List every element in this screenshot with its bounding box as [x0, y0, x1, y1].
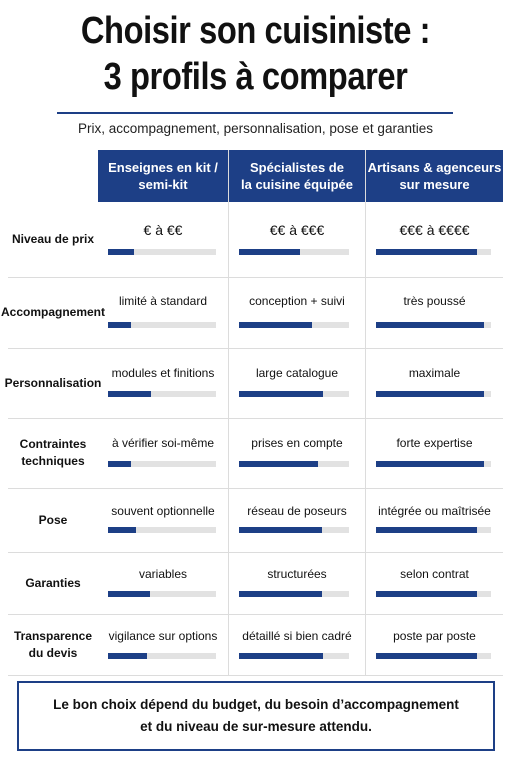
row-label-line-2: du devis [28, 645, 78, 660]
level-bar-fill [376, 249, 477, 255]
level-bar [376, 591, 491, 597]
cell-value: poste par poste [393, 629, 476, 643]
column-header-line-1: Spécialistes de [250, 160, 344, 175]
column-header-line-1: Enseignes en kit / [108, 160, 218, 175]
level-bar [376, 322, 491, 328]
cell-value: selon contrat [400, 567, 469, 581]
level-bar-fill [108, 461, 131, 467]
cell-value: à vérifier soi-même [111, 436, 215, 450]
level-bar-fill [239, 591, 322, 597]
level-bar-fill [376, 653, 477, 659]
level-bar [239, 591, 349, 597]
row-divider [8, 675, 503, 676]
column-header-2 [229, 150, 365, 202]
level-bar [376, 461, 491, 467]
cell-value: large catalogue [255, 366, 339, 380]
level-bar-fill [108, 249, 134, 255]
row-label [4, 348, 102, 418]
level-bar-fill [108, 653, 147, 659]
cell-value: € à €€ [143, 222, 183, 238]
page-title-line-2: 3 profils à comparer [103, 56, 408, 98]
row-label-line-1: Transparence [13, 628, 93, 643]
level-bar [108, 653, 216, 659]
column-header-line-1: Artisans & agenceurs [367, 160, 502, 175]
cell-value: structurées [267, 567, 327, 581]
level-bar-fill [239, 653, 323, 659]
level-bar-fill [239, 322, 312, 328]
level-bar-fill [376, 322, 484, 328]
level-bar [108, 391, 216, 397]
level-bar [376, 391, 491, 397]
row-label-line-1: Contraintes [19, 437, 87, 451]
level-bar [239, 527, 349, 533]
row-label-line-2: techniques [21, 454, 85, 468]
row-label-line-1: Garanties [25, 575, 81, 590]
level-bar-fill [376, 527, 477, 533]
conclusion-box [17, 681, 495, 751]
row-label [8, 552, 98, 614]
cell-value: maximale [408, 366, 461, 380]
level-bar-fill [108, 322, 131, 328]
level-bar-fill [376, 391, 484, 397]
level-bar-fill [108, 391, 151, 397]
row-label-line-1: Niveau de prix [11, 232, 95, 246]
cell-value: prises en compte [251, 436, 343, 450]
page-title-line-1: Choisir son cuisiniste : [80, 10, 431, 52]
level-bar [376, 249, 491, 255]
level-bar-fill [239, 391, 323, 397]
level-bar-fill [239, 461, 318, 467]
row-label [8, 488, 98, 552]
level-bar [239, 461, 349, 467]
level-bar [108, 527, 216, 533]
level-bar-fill [376, 461, 484, 467]
column-header-line-2: la cuisine équipée [241, 177, 353, 192]
level-bar [239, 391, 349, 397]
cell-value: vigilance sur options [108, 629, 218, 643]
cell-value: conception + suivi [249, 294, 345, 308]
row-label [8, 202, 98, 277]
cell-value: €€ à €€€ [269, 222, 325, 238]
conclusion-line-1: Le bon choix dépend du budget, du besoin d’accompagnement [53, 697, 459, 712]
title-underline [57, 112, 453, 114]
page-subtitle: Prix, accompagnement, personnalisation, pose et garanties [78, 121, 433, 136]
level-bar [108, 249, 216, 255]
level-bar [376, 527, 491, 533]
cell-value: €€€ à €€€€ [399, 222, 470, 238]
cell-value: très poussé [403, 294, 466, 308]
level-bar-fill [239, 527, 322, 533]
row-label [8, 418, 98, 488]
cell-value: intégrée ou maîtrisée [378, 504, 491, 518]
level-bar [108, 322, 216, 328]
level-bar-fill [376, 591, 477, 597]
column-header-3 [366, 150, 503, 202]
level-bar [108, 591, 216, 597]
column-header-1 [98, 150, 228, 202]
cell-value: détaillé si bien cadré [242, 629, 352, 643]
row-label-line-1: Pose [38, 512, 68, 527]
cell-value: variables [138, 567, 188, 581]
row-label-line-1: Accompagnement [0, 305, 106, 319]
level-bar [376, 653, 491, 659]
level-bar [239, 249, 349, 255]
column-header-line-2: semi-kit [138, 177, 188, 192]
cell-value: modules et finitions [111, 366, 215, 380]
cell-value: souvent optionnelle [111, 504, 215, 518]
cell-value: limité à standard [118, 294, 208, 308]
cell-value: réseau de poseurs [247, 504, 347, 518]
level-bar-fill [108, 527, 136, 533]
level-bar-fill [239, 249, 300, 255]
cell-value: forte expertise [396, 436, 473, 450]
row-label [0, 277, 106, 348]
level-bar [239, 653, 349, 659]
level-bar-fill [108, 591, 150, 597]
conclusion-line-2: et du niveau de sur-mesure attendu. [140, 719, 372, 734]
column-header-line-2: sur mesure [399, 177, 470, 192]
page-title [36, 8, 475, 100]
row-label [8, 614, 98, 675]
level-bar [108, 461, 216, 467]
row-label-line-1: Personnalisation [4, 375, 102, 390]
level-bar [239, 322, 349, 328]
